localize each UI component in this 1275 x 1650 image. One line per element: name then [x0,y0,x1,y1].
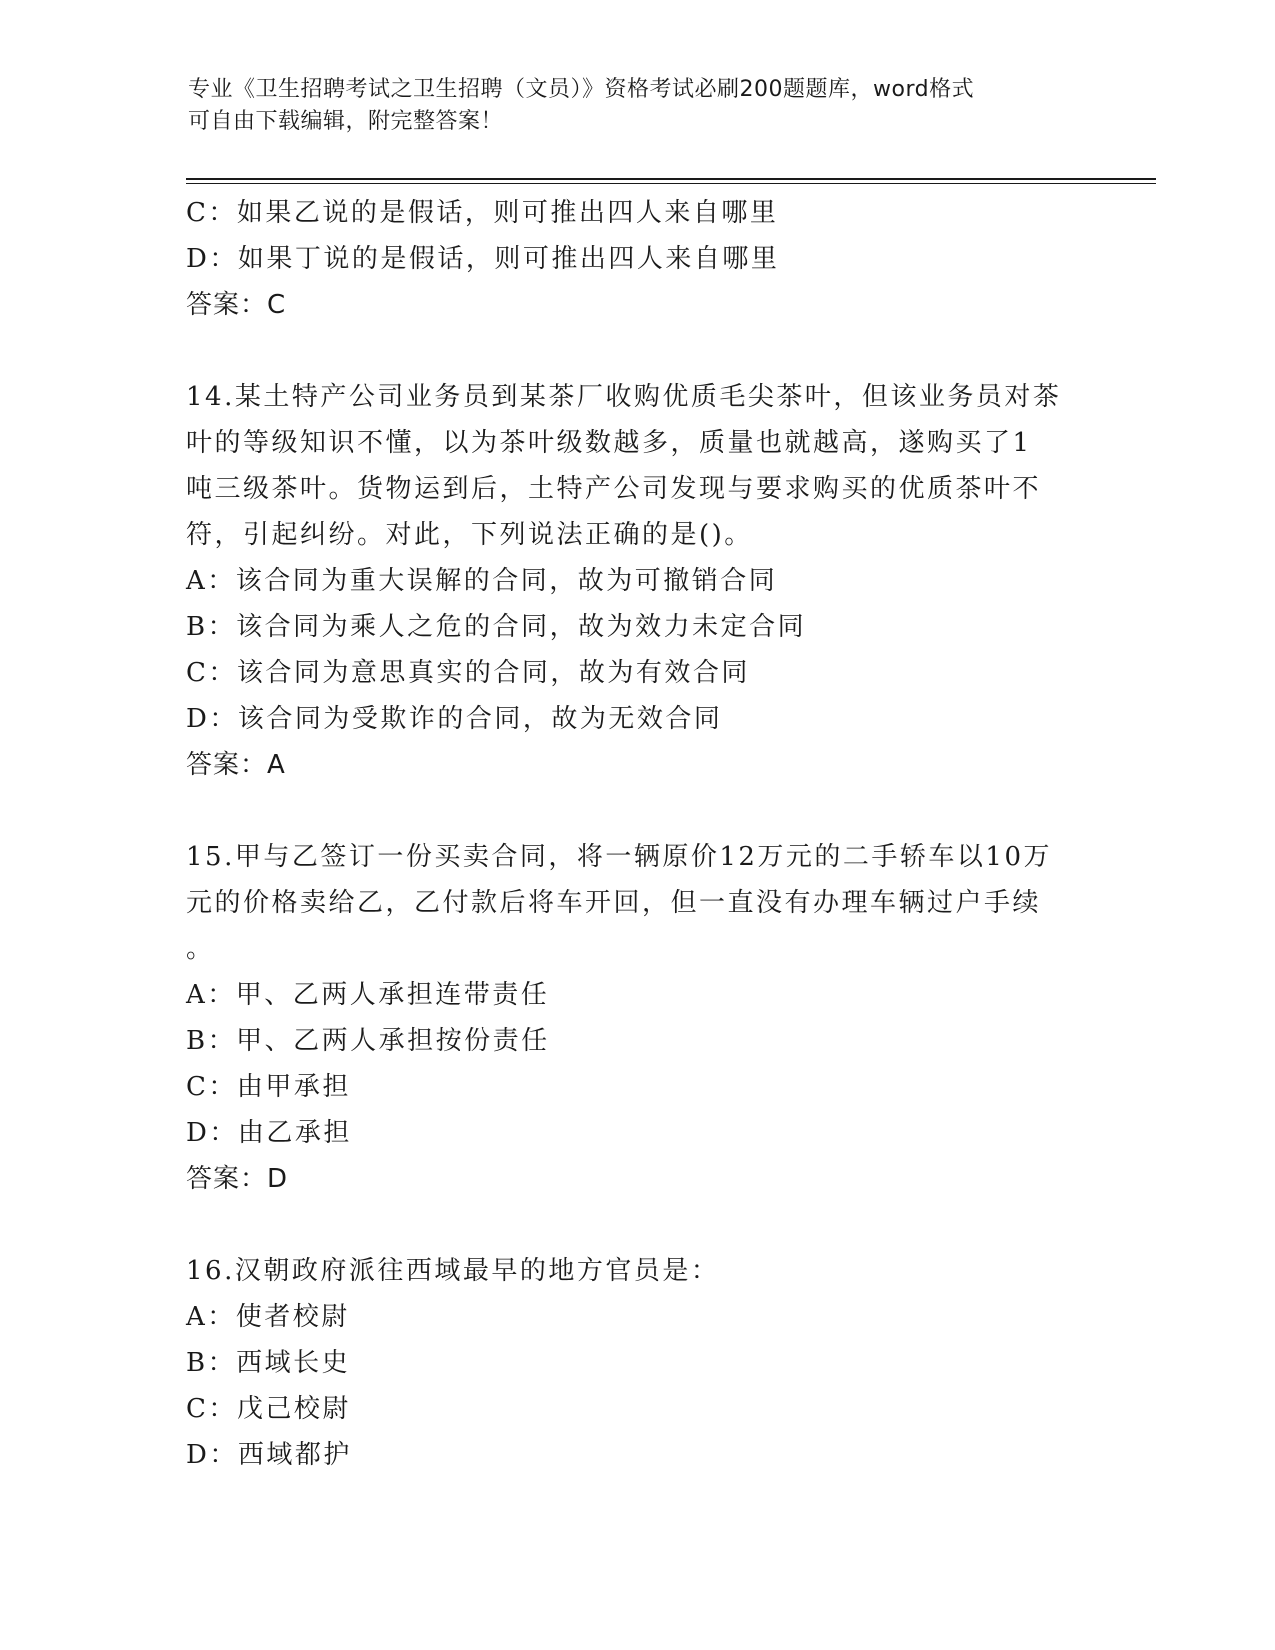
q13-option-d: D：如果丁说的是假话，则可推出四人来自哪里 [186,244,780,274]
document-header [188,74,1088,138]
q14-stem-line-1: 14.某土特产公司业务员到某茶厂收购优质毛尖茶叶，但该业务员对茶 [186,382,1062,412]
q15-stem-line-1: 15.甲与乙签订一份买卖合同，将一辆原价12万元的二手轿车以10万 [186,842,1053,872]
q14-stem-line-3: 吨三级茶叶。货物运到后，土特产公司发现与要求购买的优质茶叶不 [186,474,1042,504]
q14-stem-line-2: 叶的等级知识不懂，以为茶叶级数越多，质量也就越高，遂购买了1 [186,428,1032,458]
q13-option-c: C：如果乙说的是假话，则可推出四人来自哪里 [186,198,779,228]
q16-stem-line-1: 16.汉朝政府派往西域最早的地方官员是： [186,1256,720,1286]
q14-answer: 答案：A [186,750,286,780]
header-line-2: 可自由下载编辑，附完整答案！ [188,109,504,134]
header-divider-thick [186,178,1156,180]
q15-option-c: C：由甲承担 [186,1072,351,1102]
q14-option-b: B：该合同为乘人之危的合同，故为效力未定合同 [186,612,807,642]
question-13 [186,190,1086,328]
spacer [186,788,1086,834]
q15-stem-line-3: 。 [186,934,215,964]
question-15 [186,834,1086,1202]
document-body [186,190,1086,1478]
question-16 [186,1248,1086,1478]
q15-option-d: D：由乙承担 [186,1118,352,1148]
q16-option-b: B：西域长史 [186,1348,351,1378]
header-divider-thin [186,183,1156,184]
q16-option-c: C：戊己校尉 [186,1394,351,1424]
question-14 [186,374,1086,788]
q15-stem-line-2: 元的价格卖给乙，乙付款后将车开回，但一直没有办理车辆过户手续 [186,888,1042,918]
spacer [186,1202,1086,1248]
q15-option-b: B：甲、乙两人承担按份责任 [186,1026,550,1056]
q14-option-c: C：该合同为意思真实的合同，故为有效合同 [186,658,750,688]
q16-option-a: A：使者校尉 [186,1302,350,1332]
spacer [186,328,1086,374]
header-line-1: 专业《卫生招聘考试之卫生招聘（文员）》资格考试必刷200题题库，word格式 [188,77,975,102]
q14-option-d: D：该合同为受欺诈的合同，故为无效合同 [186,704,723,734]
q14-stem-line-4: 符，引起纠纷。对此，下列说法正确的是()。 [186,520,753,550]
q15-option-a: A：甲、乙两人承担连带责任 [186,980,550,1010]
q14-option-a: A：该合同为重大误解的合同，故为可撤销合同 [186,566,778,596]
q15-answer: 答案：D [186,1164,289,1194]
q13-answer: 答案：C [186,290,287,320]
q16-option-d: D：西域都护 [186,1440,352,1470]
